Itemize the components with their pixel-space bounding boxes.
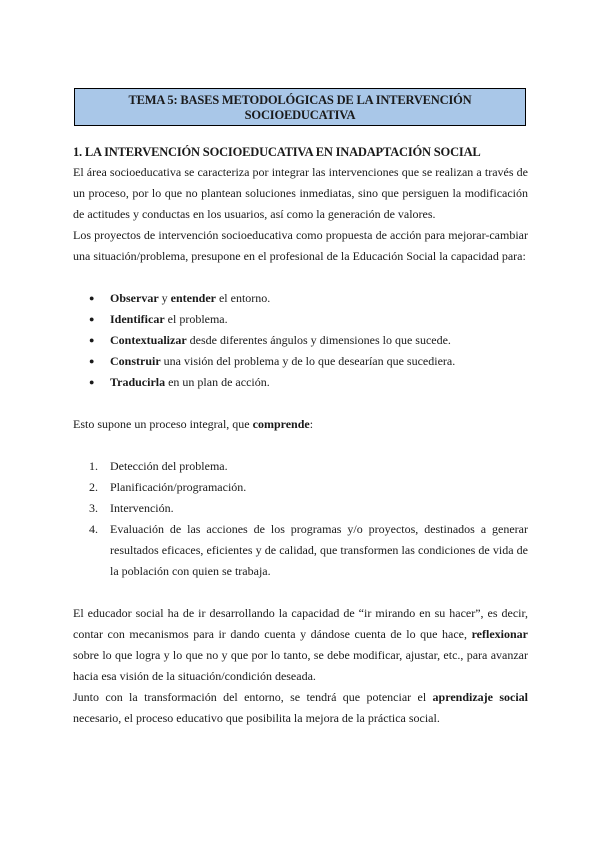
paragraph-projects: Los proyectos de intervención socioeducativa como propuesta de acción para mejorar-cambiar una situación/problema, presupone en el profesional de la Educación Social la capacidad para:	[73, 228, 528, 263]
list-item: ● Construir una visión del problema y de lo que desearían que sucediera.	[73, 351, 528, 372]
bullet-icon: ●	[89, 335, 95, 345]
paragraph-educator: El educador social ha de ir desarrollando la capacidad de “ir mirando en su hacer”, es decir, contar con mecanismos para ir dando cuenta y dándose cuenta de lo que hace, reflexionar sobre lo que logra y lo que no y que por lo tanto, se debe modificar, ajustar, etc., para avanzar hacia esa visión de la situación/condición deseada.	[73, 606, 528, 683]
list-item: ● Observar y entender el entorno.	[73, 288, 528, 309]
bullet-icon: ●	[89, 377, 95, 387]
list-item: ● Traducirla en un plan de acción.	[73, 372, 528, 393]
process-intro: Esto supone un proceso integral, que comprende:	[73, 417, 314, 431]
capacities-list	[73, 288, 528, 393]
bullet-icon: ●	[89, 314, 95, 324]
bullet-icon: ●	[89, 293, 95, 303]
document-body	[73, 142, 528, 729]
list-item: 2. Planificación/programación.	[89, 480, 247, 494]
page-title	[74, 88, 526, 126]
list-item: ● Contextualizar desde diferentes ángulos y dimensiones lo que sucede.	[73, 330, 528, 351]
paragraph-social-learning: Junto con la transformación del entorno, se tendrá que potenciar el aprendizaje social necesario, el proceso educativo que posibilita la mejora de la práctica social.	[73, 690, 528, 725]
section-heading: 1. LA INTERVENCIÓN SOCIOEDUCATIVA EN INADAPTACIÓN SOCIAL	[73, 145, 481, 159]
list-item: 4. Evaluación de las acciones de los programas y/o proyectos, destinados a generar resultados eficaces, eficientes y de calidad, que transformen las condiciones de vida de la población con quien se trabaja.	[89, 522, 528, 578]
title-line-2: SOCIOEDUCATIVA	[244, 108, 356, 122]
bullet-icon: ●	[89, 356, 95, 366]
list-item: ● Identificar el problema.	[73, 309, 528, 330]
list-item: 3. Intervención.	[89, 501, 174, 515]
list-item: 1. Detección del problema.	[89, 459, 228, 473]
title-line-1: TEMA 5: BASES METODOLÓGICAS DE LA INTERVENCIÓN	[128, 93, 472, 107]
process-steps-list	[73, 456, 528, 582]
paragraph-intro: El área socioeducativa se caracteriza por integrar las intervenciones que se realizan a través de un proceso, por lo que no plantean soluciones inmediatas, sino que persiguen la modificación de actitudes y conductas en los usuarios, así como la generación de valores.	[73, 165, 528, 221]
